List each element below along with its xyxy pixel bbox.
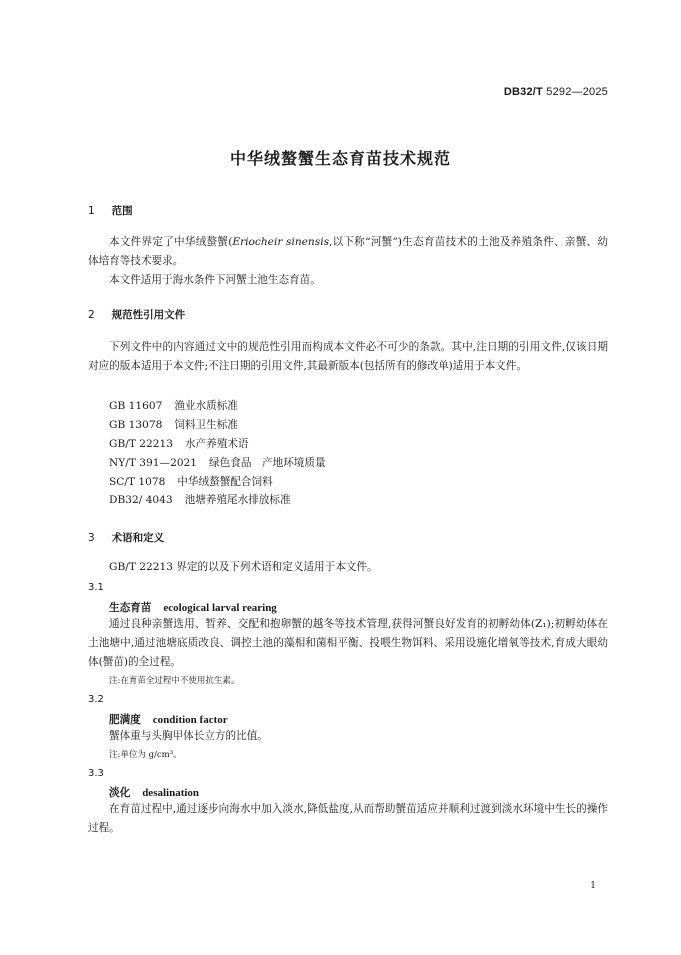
- term-note: 注:单位为 g/cm³。: [109, 750, 182, 760]
- terms-intro: GB/T 22213 界定的以及下列术语和定义适用于本文件。: [109, 561, 378, 573]
- section-title: 术语和定义: [111, 532, 165, 544]
- term-number: 3.1: [88, 582, 104, 593]
- reference-item: GB 13078 饲料卫生标准: [109, 419, 238, 431]
- normative-intro: 下列文件中的内容通过文中的规范性引用而构成本文件必不可少的条款。其中,注日期的引用文件,仅该日期对应的版本适用于本文件;不注日期的引用文件,其最新版本(包括所有的修改单)适用于本文件。: [88, 341, 608, 372]
- term-heading: 生态育苗 ecological larval rearing: [109, 602, 277, 614]
- section-3-heading: [88, 530, 164, 545]
- term-number: 3.3: [88, 768, 104, 779]
- term-definition: 通过良种亲蟹选用、暂养、交配和抱卵蟹的越冬等技术管理,获得河蟹良好发育的初孵幼体(Z₁);初孵幼体在土池塘中,通过池塘底质改良、调控土池的藻相和菌相平衡、投喂生物饵料、采用设施化增氧等技术,育成大眼幼体(蟹苗)的全过程。: [88, 618, 608, 668]
- section-number: 3: [88, 532, 95, 544]
- section-2-heading: [88, 307, 185, 322]
- document-code: [504, 86, 608, 98]
- reference-item: GB/T 22213 水产养殖术语: [109, 438, 249, 450]
- page-title: 中华绒螯蟹生态育苗技术规范: [229, 149, 451, 168]
- reference-item: NY/T 391—2021 绿色食品 产地环境质量: [109, 457, 326, 469]
- reference-item: SC/T 1078 中华绒螯蟹配合饲料: [109, 476, 273, 488]
- reference-item: DB32/ 4043 池塘养殖尾水排放标准: [109, 494, 291, 506]
- page-number: 1: [590, 881, 596, 891]
- code-prefix: DB32/T: [503, 86, 543, 98]
- scope-applicability: 本文件适用于海水条件下河蟹土池生态育苗。: [109, 274, 321, 286]
- code-number: 5292—2025: [546, 86, 608, 98]
- latin-name: Eriocheir sinensis: [232, 236, 330, 248]
- term-heading: 肥满度 condition factor: [109, 714, 228, 726]
- section-title: 范围: [111, 205, 133, 217]
- section-number: 2: [88, 309, 95, 321]
- scope-paragraph: 本文件界定了中华绒螯蟹(Eriocheir sinensis,以下称“河蟹”)生态育苗技术的土池及养殖条件、亲蟹、幼体培育等技术要求。: [88, 236, 608, 267]
- term-definition: 蟹体重与头胸甲体长立方的比值。: [109, 730, 268, 742]
- term-note: 注:在育苗全过程中不使用抗生素。: [109, 676, 240, 686]
- term-number: 3.2: [88, 694, 104, 705]
- term-definition: 在育苗过程中,通过逐步向海水中加入淡水,降低盐度,从而帮助蟹苗适应并顺利过渡到淡水环境中生长的操作过程。: [88, 803, 608, 834]
- section-title: 规范性引用文件: [111, 309, 186, 321]
- section-1-heading: [88, 203, 133, 218]
- reference-item: GB 11607 渔业水质标准: [109, 400, 238, 412]
- term-heading: 淡化 desalination: [109, 787, 200, 799]
- section-number: 1: [88, 205, 95, 217]
